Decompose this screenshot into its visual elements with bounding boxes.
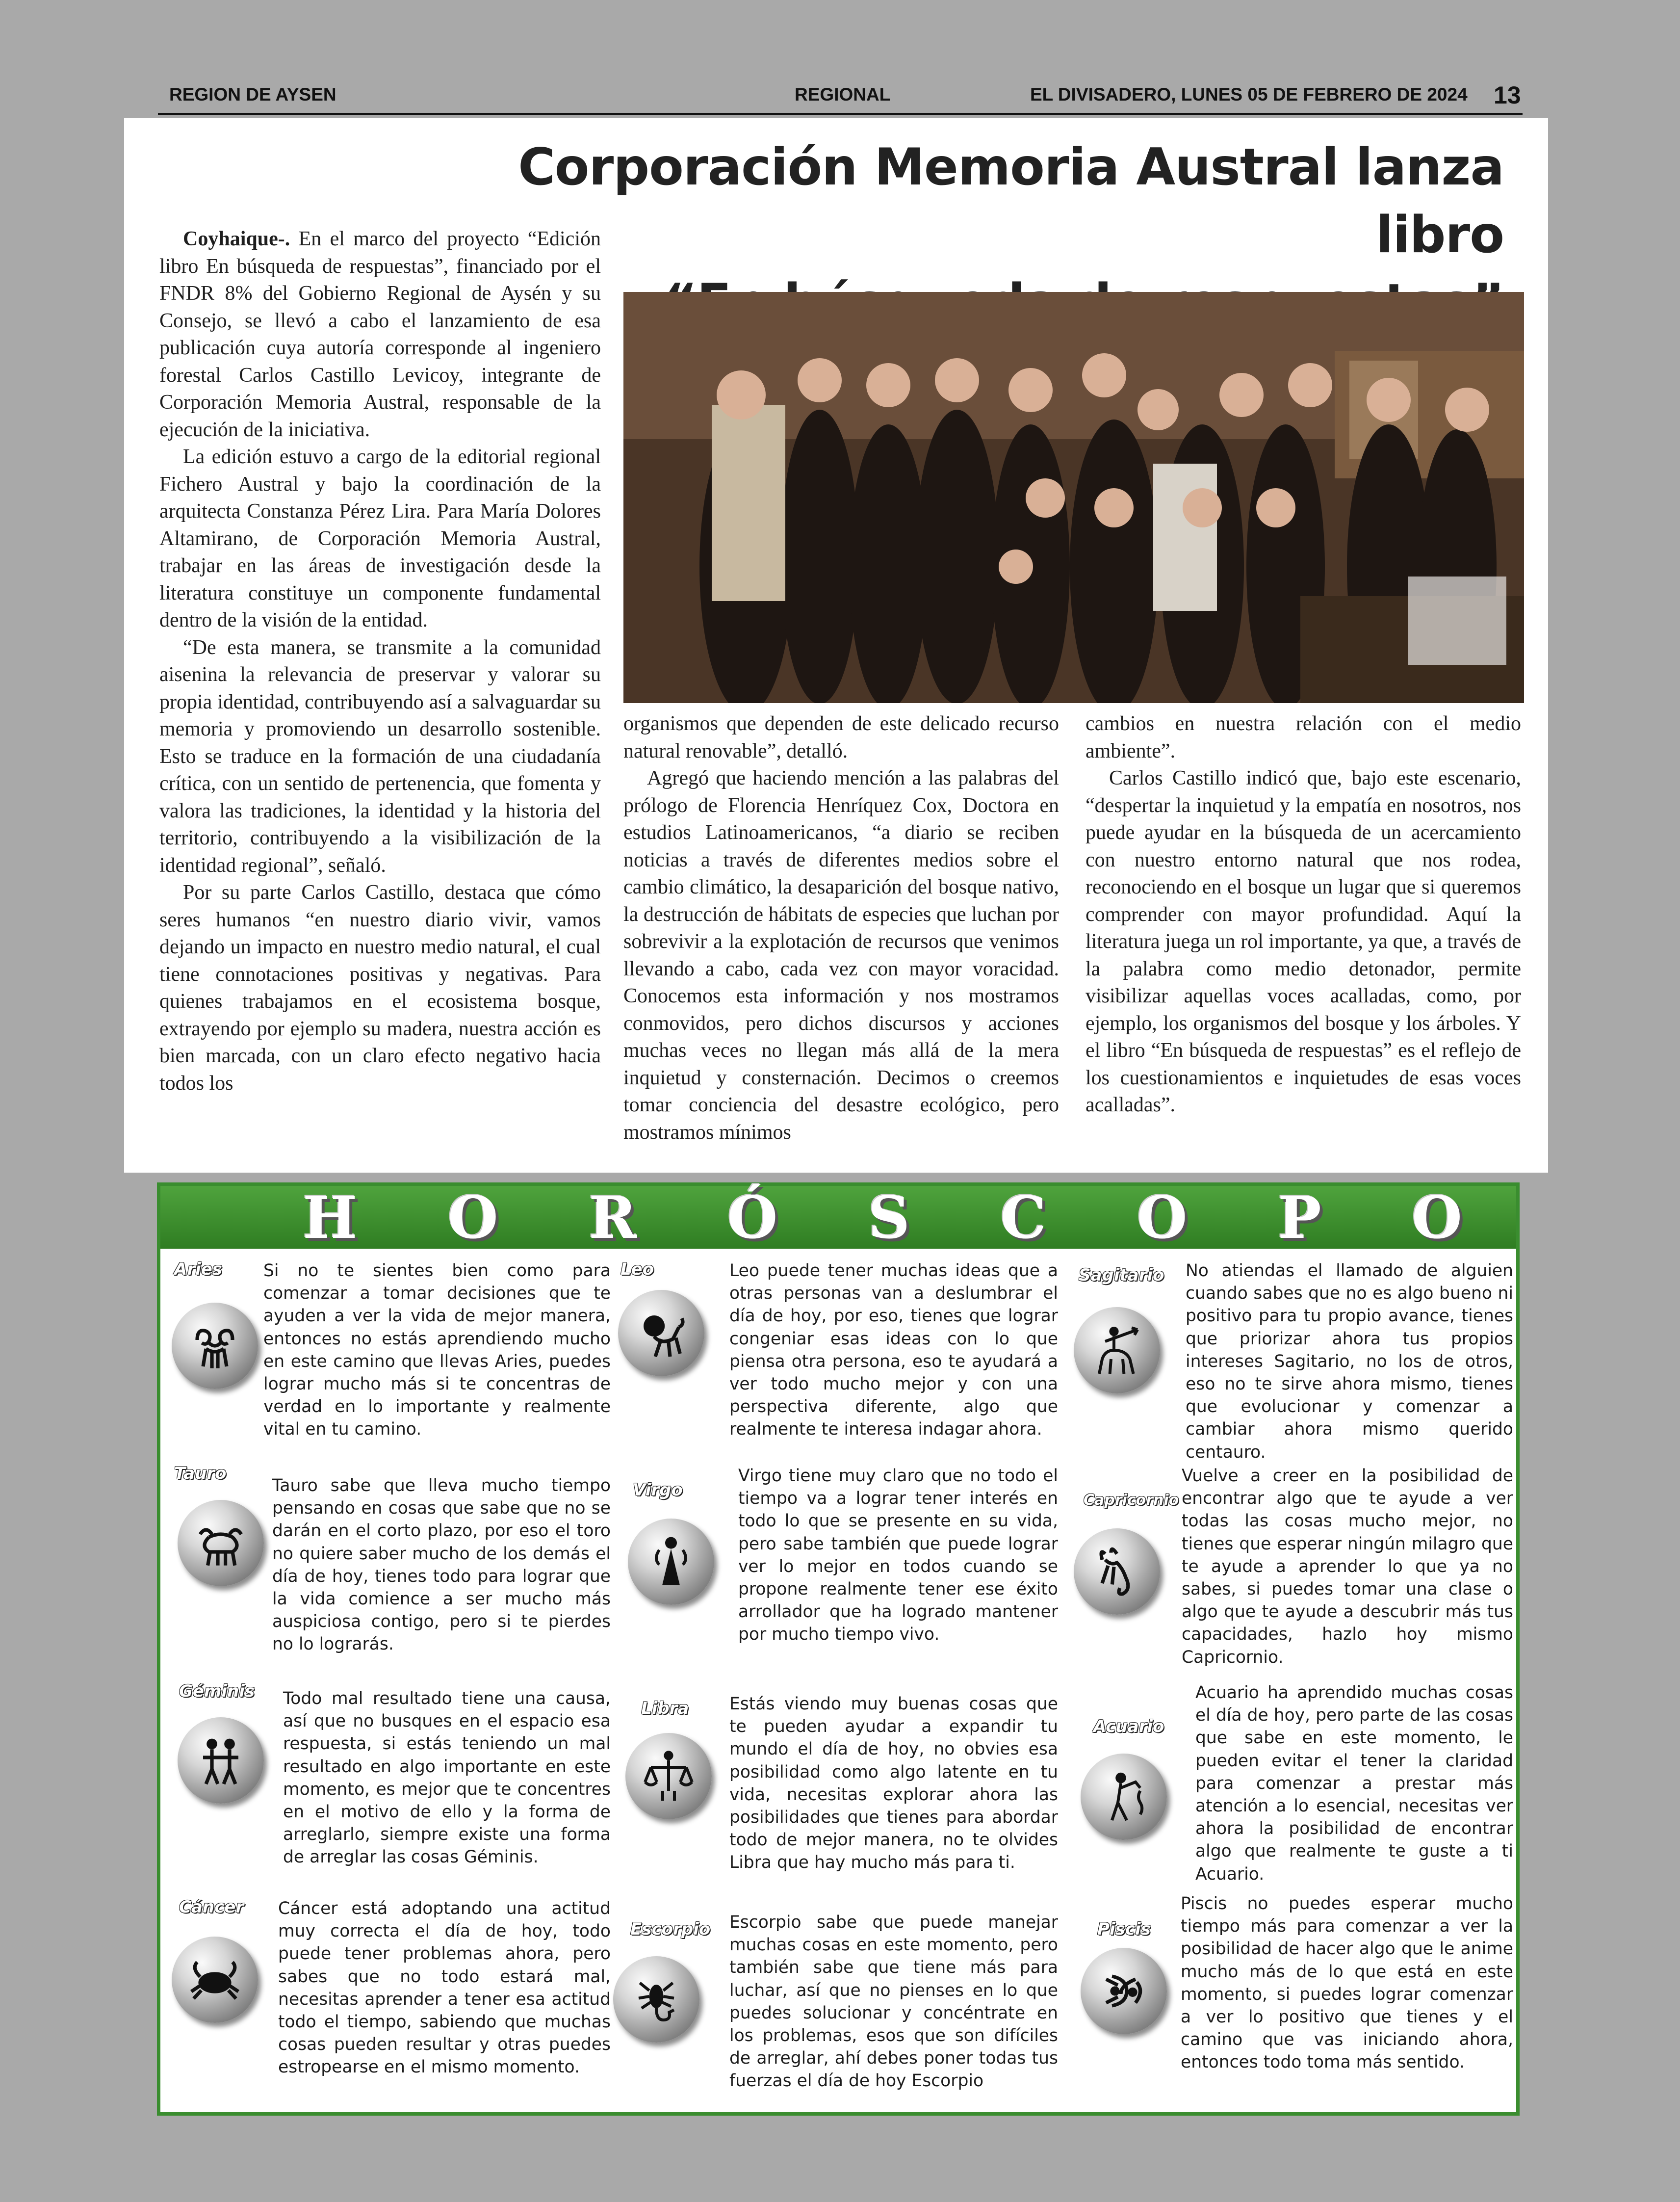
horoscope-section	[157, 1182, 1520, 2116]
horoscope-title-letter: O	[1412, 1183, 1462, 1252]
sign-name-capricornio: Capricornio	[1084, 1492, 1179, 1509]
sign-text-virgo: Virgo tiene muy claro que no todo el tiempo va a lograr tener interés en todo lo que se presente en su vida, pero sabe también que puede lograr ver lo mejor en todos cuando se propone realmente tener ese éxito arrollador que ha logrado mantener por mucho tiempo vivo.	[738, 1466, 1058, 1645]
dateline: EL DIVISADERO, LUNES 05 DE FEBRERO DE 2024	[1030, 84, 1468, 105]
leo-lion-icon	[618, 1290, 704, 1376]
sign-name-aries: Aries	[174, 1259, 223, 1279]
article-paragraph: cambios en nuestra relación con el medio ambiente”.	[1086, 712, 1521, 762]
pisces-fish-icon	[1081, 1948, 1167, 2034]
section-label: REGION DE AYSEN	[169, 84, 336, 105]
horoscope-title-letter: P	[1277, 1183, 1321, 1252]
sign-name-tauro: Tauro	[174, 1464, 227, 1483]
article-column-2	[623, 710, 1059, 1146]
article-column-1	[159, 226, 601, 1097]
page-number: 13	[1494, 81, 1521, 109]
sign-text-geminis: Todo mal resultado tiene una causa, así que no busques en el espacio esa respuesta, si estás teniendo un mal resultado en algo importante en este momento, es mejor que te concentres en el motivo de ello y la forma de arreglarlo, siempre existe una forma de arreglar las cosas Géminis.	[283, 1689, 611, 1867]
article-title-line1: Corporación Memoria Austral lanza libro	[518, 138, 1504, 264]
article-paragraph: Carlos Castillo indicó que, bajo este escenario, “despertar la inquietud y la empatía en nosotros, nos puede ayudar en la búsqueda de un acercamiento con nuestro entorno natural que nos rodea, reconociendo en el bosque un lugar que si queremos comprender con mayor profundidad. Aquí la literatura juega un rol importante, ya que, a través de la palabra como medio detonador, permite visibilizar aquellas voces acalladas, como, por ejemplo, los organismos del bosque y los árboles. Y el libro “En búsqueda de respuestas” es el reflejo de los cuestionamientos e inquietudes de esas voces acalladas”.	[1086, 767, 1521, 1116]
article-paragraph: Agregó que haciendo mención a las palabras del prólogo de Florencia Henríquez Cox, Doctora en estudios Latinoamericanos, “a diario se reciben noticias a través de diferentes medios sobre el cambio climático, la desaparición del bosque nativo, la destrucción de hábitats de especies que luchan por sobrevivir a la explotación de recursos que venimos llevando a cabo, cada vez con mayor voracidad. Conocemos esta información y nos mostramos conmovidos, pero dichos discursos y acciones muchas veces no llegan más allá de la mera inquietud y consternación. Decimos o creemos tomar conciencia del desastre ecológico, pero mostramos mínimos	[623, 767, 1059, 1144]
article-paragraph: Por su parte Carlos Castillo, destaca que cómo seres humanos “en nuestro diario vivir, vamos dejando un impacto en nuestro medio natural, el cual tiene connotaciones positivas y negativas. Para quienes trabajamos en el ecosistema bosque, extrayendo por ejemplo su madera, nuestra acción es bien marcada, con un claro efecto negativo hacia todos los	[159, 881, 601, 1095]
sign-text-piscis: Piscis no puedes esperar mucho tiempo más para comenzar a ver la posibilidad de hacer algo que le anime mucho más de lo que está en este momento, si puedes lograr comenzar a ver lo positivo que tienes y el camino que vas iniciando ahora, entonces todo toma más sentido.	[1181, 1894, 1513, 2072]
libra-scales-icon	[625, 1733, 712, 1819]
article-paragraph: “De esta manera, se transmite a la comunidad aisenina la relevancia de preservar y valorar su propia identidad, contribuyendo así a salvaguardar su memoria y promoviendo un desarrollo sostenible. Esto se traduce en la formación de una ciudadanía crítica, con un sentido de pertenencia, que fomenta y valora las tradiciones, la identidad y la historia del territorio, contribuyendo a la visibilización de la identidad regional”, señaló.	[159, 636, 601, 877]
sign-text-acuario: Acuario ha aprendido muchas cosas el día de hoy, pero parte de las cosas que sabe en este momento, le pueden evitar el tener la claridad para comenzar a prestar más atención a lo esencial, necesitas ver ahora la posibilidad de encontrar algo que realmente te guste a ti Acuario.	[1195, 1683, 1513, 1884]
horoscope-title-letter: H	[303, 1183, 358, 1252]
horoscope-title-letter: C	[1000, 1183, 1047, 1252]
aries-ram-icon	[172, 1303, 258, 1389]
sign-name-virgo: Virgo	[633, 1480, 683, 1500]
sign-text-escorpio: Escorpio sabe que puede manejar muchas cosas en este momento, pero también sabe que tiene más para luchar, así que no pienses en lo que puedes solucionar y concéntrate en los problemas, esos que son difíciles de arreglar, ahí debes poner todas tus fuerzas el día de hoy Escorpio	[729, 1913, 1058, 2091]
article-photo	[623, 292, 1524, 703]
horoscope-title-letter: R	[589, 1183, 637, 1252]
sign-text-libra: Estás viendo muy buenas cosas que te pueden ayudar a expandir tu mundo el día de hoy, no obvies esa posibilidad como algo latente en tu vida, necesitas explorar ahora las posibilidades que tienes para abordar todo de mejor manera, no te olvides Libra que hay mucho más para ti.	[729, 1694, 1058, 1873]
sign-name-acuario: Acuario	[1093, 1717, 1164, 1736]
sign-name-cancer: Cáncer	[179, 1897, 244, 1917]
sign-name-escorpio: Escorpio	[630, 1919, 711, 1939]
horoscope-title-letter: S	[868, 1183, 910, 1252]
horoscope-title	[160, 1183, 1516, 1252]
sign-text-leo: Leo puede tener muchas ideas que a otras personas van a deslumbrar el día de hoy, por eso, tienes que lograr congeniar esas ideas con lo que piensa otra persona, eso te ayudará a ver todo mucho mejor y con una perspectiva diferente, algo que realmente te interesa indagar ahora.	[729, 1261, 1058, 1440]
sign-name-sagitario: Sagitario	[1079, 1265, 1164, 1285]
sign-name-leo: Leo	[620, 1259, 654, 1279]
sign-text-sagitario: No atiendas el llamado de alguien cuando sabes que no es algo bueno ni positivo para tu propio avance, tienes que priorizar ahora tus propios intereses Sagitario, no los de otros, eso no te sirve ahora mismo, tienes que evolucionar y comenzar a cambiar ahora mismo querido centauro.	[1186, 1261, 1513, 1462]
horoscope-title-letter: Ó	[727, 1183, 778, 1252]
sign-text-cancer: Cáncer está adoptando una actitud muy correcta el día de hoy, todo puede tener problemas ahora, pero sabes que no todo estará mal, necesitas aprender a tener esa actitud todo el tiempo, sabiendo que muchas cosas pueden resultar y otras puedes estropearse en el mismo momento.	[278, 1899, 611, 2077]
section-center-label: REGIONAL	[795, 84, 891, 105]
sign-text-tauro: Tauro sabe que lleva mucho tiempo pensando en cosas que sabe que no se darán en el corto plazo, por eso el toro no quiere saber mucho de los demás el día de hoy, tienes todo para lograr que la vida comience a ser mucho más auspiciosa contigo, pero si te pierdes no lo lograrás.	[272, 1476, 611, 1654]
sign-name-geminis: Géminis	[179, 1681, 255, 1701]
gemini-twins-icon	[178, 1717, 264, 1804]
sign-text-aries: Si no te sientes bien como para comenzar a tomar decisiones que te ayuden a ver la vida de mejor manera, entonces no estás aprendiendo mucho en este camino que llevas Aries, puedes lograr mucho más si te concentras de verdad en lo importante y realmente vital en tu camino.	[263, 1261, 611, 1440]
sign-name-libra: Libra	[641, 1699, 689, 1718]
cancer-crab-icon	[172, 1937, 258, 2023]
sign-name-piscis: Piscis	[1097, 1919, 1151, 1939]
horoscope-title-letter: O	[447, 1183, 498, 1252]
taurus-bull-icon	[178, 1500, 264, 1586]
capricorn-goat-icon	[1074, 1528, 1160, 1615]
scorpio-scorpion-icon	[613, 1956, 699, 2043]
article	[124, 118, 1548, 1173]
article-lead: Coyhaique-.	[183, 228, 290, 250]
article-column-3	[1086, 710, 1521, 1119]
sign-text-capricornio: Vuelve a creer en la posibilidad de encontrar algo que te ayude a ver todas las cosas mucho mejor, no tienes que esperar ningún milagro que te ayude a aprender lo que ya no sabes, si puedes tomar una clase o algo que te ayude a descubrir más tus capacidades, hazlo hoy mismo Capricornio.	[1182, 1466, 1513, 1667]
virgo-maiden-icon	[628, 1519, 714, 1605]
article-paragraph: La edición estuvo a cargo de la editorial regional Fichero Austral y bajo la coordinación de la arquitecta Constanza Pérez Lira. Para María Dolores Altamirano, de Corporación Memoria Austral, trabajar en las áreas de investigación desde la literatura constituye un componente fundamental dentro de la visión de la entidad.	[159, 446, 601, 631]
header-rule	[158, 113, 1523, 115]
article-paragraph: En el marco del proyecto “Edición libro En búsqueda de respuestas”, financiado por el FNDR 8% del Gobierno Regional de Aysén y su Consejo, se llevó a cabo el lanzamiento de esa publicación cuya autoría corresponde al ingeniero forestal Carlos Castillo Levicoy, integrante de Corporación Memoria Austral, responsable de la ejecución de la iniciativa.	[159, 228, 601, 441]
article-paragraph: organismos que dependen de este delicado recurso natural renovable”, detalló.	[623, 712, 1059, 762]
group-photo-icon	[623, 292, 1524, 703]
horoscope-title-letter: O	[1137, 1183, 1188, 1252]
aquarius-water-bearer-icon	[1081, 1754, 1167, 1840]
sagittarius-centaur-icon	[1074, 1307, 1160, 1393]
